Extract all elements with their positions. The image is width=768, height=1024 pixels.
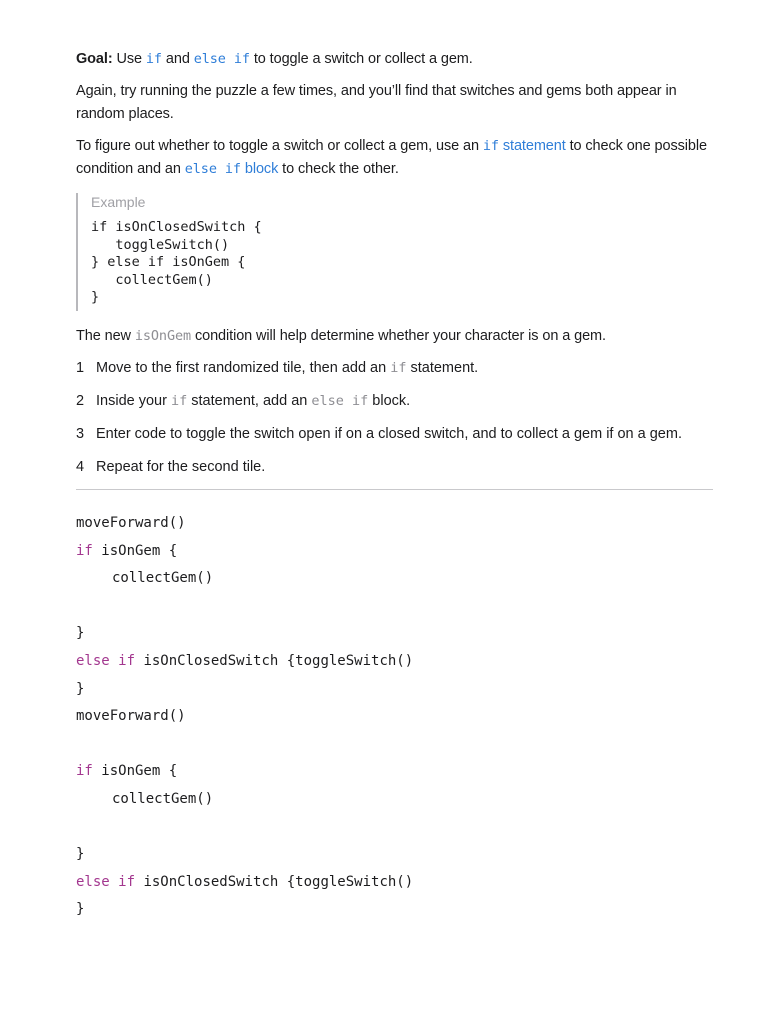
code-text: isOnGem { xyxy=(92,763,178,780)
condition-text-part: To figure out whether to toggle a switch or collect a gem, use an xyxy=(76,138,483,154)
step-item xyxy=(76,423,716,446)
instructions-panel xyxy=(76,48,716,490)
intro-paragraph: Again, try running the puzzle a few times, and you’ll find that switches and gems both appear in random places. xyxy=(76,83,677,122)
condition-paragraph xyxy=(76,135,716,181)
else-if-block-link-code: else if xyxy=(184,161,241,177)
code-editor[interactable] xyxy=(76,510,716,924)
code-line[interactable] xyxy=(76,538,716,566)
step-number: 3 xyxy=(76,426,85,442)
condition-note xyxy=(76,325,716,348)
step-text-part: Move to the first randomized tile, then add an xyxy=(96,360,391,376)
step-text xyxy=(96,390,410,413)
code-line[interactable]: moveForward() xyxy=(76,708,186,725)
code-text: isOnClosedSwitch {toggleSwitch() xyxy=(135,652,414,669)
code-line[interactable]: } xyxy=(76,846,85,863)
code-line[interactable]: collectGem() xyxy=(112,790,214,807)
step-code: if xyxy=(170,393,188,409)
code-line[interactable]: moveForward() xyxy=(76,515,186,531)
steps-list xyxy=(76,357,716,479)
is-on-gem-code: isOnGem xyxy=(134,328,192,344)
if-statement-link-code: if xyxy=(482,138,499,154)
step-code: if xyxy=(390,360,407,376)
keyword-else: else xyxy=(76,652,110,669)
code-line[interactable]: } xyxy=(76,625,85,642)
step-item xyxy=(76,357,716,380)
goal-text xyxy=(76,48,716,71)
code-line[interactable]: } xyxy=(76,901,85,918)
goal-text-part: Use xyxy=(112,51,146,67)
step-text-part: Inside your xyxy=(96,393,171,409)
keyword-else: else xyxy=(76,873,110,890)
code-line-empty[interactable] xyxy=(76,814,716,842)
goal-else-if-code: else if xyxy=(193,51,250,67)
step-text: Repeat for the second tile. xyxy=(96,459,266,475)
else-if-block-link[interactable] xyxy=(185,161,278,177)
goal-label: Goal: xyxy=(76,51,113,67)
step-text-part: statement, add an xyxy=(187,393,312,409)
keyword-if: if xyxy=(76,542,93,559)
condition-note-part: condition will help determine whether your character is on a gem. xyxy=(191,328,606,344)
code-line[interactable] xyxy=(76,869,716,897)
code-line-empty[interactable] xyxy=(76,731,716,759)
condition-note-part: The new xyxy=(76,328,135,344)
code-line[interactable]: } xyxy=(76,680,85,697)
goal-text-part: and xyxy=(161,51,194,67)
code-text: isOnGem { xyxy=(92,542,178,559)
step-number: 1 xyxy=(76,360,85,376)
condition-text-part: to check one possible condition and an xyxy=(76,138,707,177)
code-line[interactable]: collectGem() xyxy=(112,570,214,587)
step-text xyxy=(96,357,478,380)
step-number: 4 xyxy=(76,459,85,475)
if-statement-link[interactable] xyxy=(483,138,566,154)
divider xyxy=(76,489,713,490)
code-line[interactable] xyxy=(76,758,716,786)
step-text: Enter code to toggle the switch open if on a closed switch, and to collect a gem if on a gem. xyxy=(96,426,682,442)
example-title: Example xyxy=(91,194,146,210)
code-line-empty[interactable] xyxy=(76,593,716,621)
code-text: isOnClosedSwitch {toggleSwitch() xyxy=(135,873,414,890)
goal-text-part: to toggle a switch or collect a gem. xyxy=(249,51,473,67)
goal-if-code: if xyxy=(145,51,162,67)
step-text-part: statement. xyxy=(406,360,479,376)
keyword-if: if xyxy=(118,873,136,890)
keyword-if: if xyxy=(76,763,93,780)
example-block xyxy=(76,193,716,311)
condition-text-part: to check the other. xyxy=(278,161,399,177)
if-statement-link-label: statement xyxy=(498,138,566,154)
else-if-block-link-label: block xyxy=(240,161,279,177)
step-code: else if xyxy=(311,393,369,409)
step-item xyxy=(76,456,716,479)
step-text-part: block. xyxy=(368,393,411,409)
step-item xyxy=(76,390,716,413)
example-code: if isOnClosedSwitch { toggleSwitch() } else if isOnGem { collectGem() } xyxy=(91,219,262,306)
code-line[interactable] xyxy=(76,648,716,676)
keyword-if: if xyxy=(118,652,136,669)
step-number: 2 xyxy=(76,393,85,409)
